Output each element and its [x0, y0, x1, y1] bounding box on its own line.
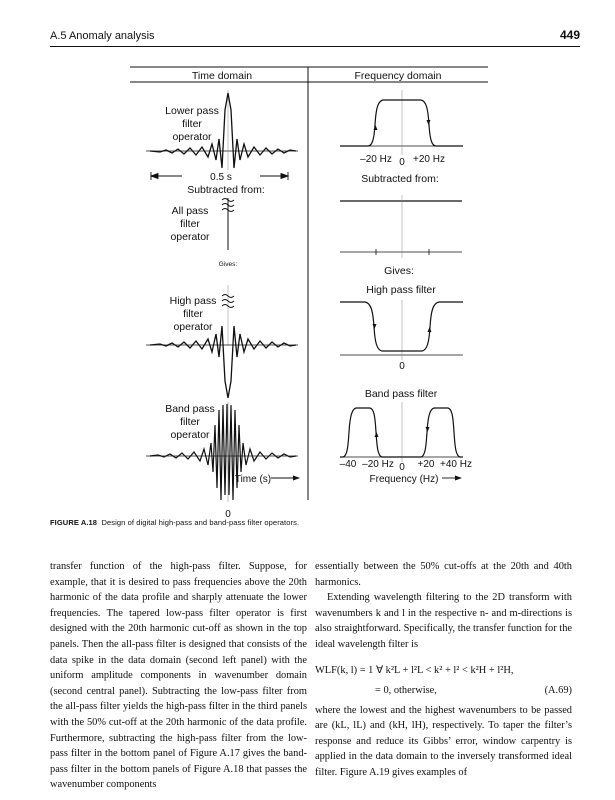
row1-arrow-right [427, 120, 431, 125]
row2-label-line3: operator [170, 231, 210, 243]
gives-left: Gives: [218, 261, 238, 268]
row4-bandpass-response [340, 408, 463, 457]
equation-line-1: WLF(k, l) = 1 ∀ k²L + l²L < k² + l² < k²H + l²H, [315, 664, 514, 676]
band-pass-title: Band pass filter [364, 388, 438, 400]
row1-tick-minus20: –20 Hz [360, 154, 392, 165]
row3-label-line3: operator [173, 321, 213, 333]
row2-allpass-response [340, 195, 462, 258]
row1-lowpass-response [340, 100, 463, 146]
row4-freq-axis [340, 402, 463, 462]
row2-axis-break-icon [222, 199, 234, 212]
time-zero-label: 0 [225, 509, 231, 520]
left-paragraph: transfer function of the high-pass filter. Suppose, for example, that it is desired to pass frequencies above the 20th harmonic of the data profile and sharply attenuate the lower frequencies. The tapered low-pass filter operator is first designed with the 20th harmonic cut-off as shown in the top panels. Then the all-pass filter is designed that consists of the data spike in the data domain (second left panel) with the uniform amplitude components in wavenumber domain (second central panel). Subtracting the low-pass filter from the all-pass filter yields the high-pass filter in the third panels with the 50% cut-off at the 20th harmonic of the data profile. Furthermore, subtracting the high-pass filter from the low-pass filter in the bottom panel of Figure A.17 gives the band-pass filter in the bottom panels of Figure A.18 that passes the wavenumber components [50, 561, 307, 791]
equation-a69 [315, 659, 572, 697]
row4-arrow-left [375, 432, 379, 437]
row3-labels [170, 295, 217, 333]
time-axis-arrow [271, 476, 300, 481]
row2-labels [170, 205, 210, 243]
right-paragraph-2: Extending wavelength filtering to the 2D transform with wavenumbers k and l in the respective n- and m-directions is also straightforward. Specifically, the transfer function for the ideal wavelength filter is [315, 592, 572, 650]
row3-highpass-response [340, 302, 463, 351]
row3-label-line1: High pass [169, 295, 217, 307]
row4-tick-plus20: +20 [417, 459, 435, 470]
caption-text: Design of digital high-pass and band-pass filter operators. [101, 518, 300, 527]
row1-arrow-left [374, 125, 378, 130]
equation-number: (A.69) [544, 684, 572, 696]
col-title-time-domain: Time domain [191, 70, 253, 82]
row1-label-line2: filter [182, 118, 202, 130]
row3-tick-zero: 0 [399, 361, 405, 372]
right-paragraph-1: essentially between the 50% cut-offs at the 20th and 40th harmonics. [315, 561, 572, 588]
row3-axis-break-icon [222, 295, 234, 308]
row4-label-line3: operator [170, 429, 210, 441]
subtracted-from-right: Subtracted from: [361, 173, 439, 185]
row4-tick-plus40: +40 Hz [440, 459, 472, 470]
row1-label-line3: operator [172, 131, 212, 143]
row3-arrow-left [373, 324, 377, 329]
row4-labels [165, 403, 215, 441]
row1-tick-plus20: +20 Hz [413, 154, 445, 165]
caption-label: FIGURE A.18 [50, 518, 98, 527]
row1-labels [165, 105, 219, 143]
section-title: A.5 Anomaly analysis [50, 30, 155, 42]
high-pass-title: High pass filter [366, 284, 436, 296]
body-column-right [315, 559, 572, 781]
right-paragraph-3: where the lowest and the highest wavenumbers to be passed are (kL, lL) and (kH, lH), respectively. To taper the filter’s response and reduce its Gibbs’ error, window carpentry is applied in the data domain to the inversely transformed ideal filter. Figure A.19 gives examples of [315, 704, 572, 778]
row1-tick-zero: 0 [399, 157, 405, 168]
row4-label-line2: filter [180, 416, 200, 428]
row4-bandpass-wavelet [150, 404, 296, 500]
figure-caption [50, 518, 299, 527]
row4-tick-minus40: –40 [339, 459, 357, 470]
row2-label-line2: filter [180, 218, 200, 230]
page-number: 449 [559, 28, 580, 42]
col-title-frequency-domain: Frequency domain [354, 70, 442, 82]
freq-axis-label: Frequency (Hz) [369, 474, 439, 485]
row4-arrow-right [426, 427, 430, 432]
row3-arrow-right [428, 327, 432, 332]
row3-label-line2: filter [183, 308, 203, 320]
subtracted-from-left: Subtracted from: [187, 184, 265, 196]
equation-line-2: = 0, otherwise, [375, 684, 437, 696]
row2-label-line1: All pass [171, 205, 209, 217]
duration-label: 0.5 s [210, 172, 232, 183]
gives-right: Gives: [384, 265, 414, 277]
row4-tick-minus20: –20 Hz [362, 459, 394, 470]
body-column-left [50, 559, 307, 793]
row4-tick-zero: 0 [399, 462, 405, 473]
row4-label-line1: Band pass [165, 403, 215, 415]
freq-axis-arrow [442, 476, 462, 481]
time-axis-label: Time (s) [234, 474, 272, 485]
row3-highpass-wavelet [150, 326, 296, 398]
row1-label-line1: Lower pass [165, 105, 219, 117]
